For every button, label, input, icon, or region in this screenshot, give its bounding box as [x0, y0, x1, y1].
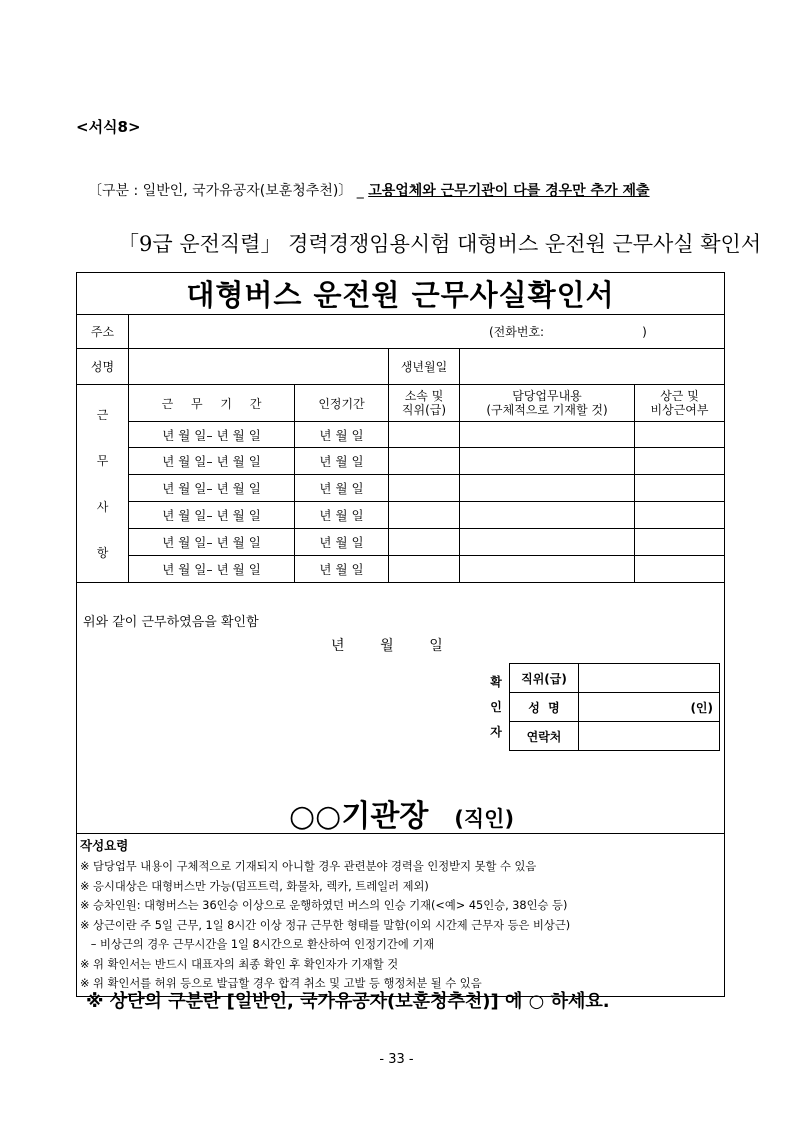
document-subtitle: 「9급 운전직렬」 경력경쟁임용시험 대형버스 운전원 근무사실 확인서 — [118, 232, 762, 256]
confirmer-name-field[interactable] — [579, 693, 720, 722]
address-label: 주소 — [77, 315, 129, 349]
birth-field[interactable] — [460, 349, 725, 385]
birth-label: 생년월일 — [389, 349, 460, 385]
guide-item: ※ 위 확인서를 허위 등으로 발급할 경우 합격 취소 및 고발 등 행정처분 될 수 있음 — [80, 977, 482, 990]
recognized-cell[interactable]: 년 월 일 — [295, 422, 389, 448]
work-char-2: 무 — [96, 453, 109, 468]
duties-cell[interactable] — [460, 475, 635, 502]
page-number: - 33 - — [379, 1052, 414, 1067]
agency-head-title: ○○기관장 — [289, 799, 429, 834]
duties-cell[interactable] — [460, 502, 635, 529]
work-section-label — [77, 385, 129, 583]
period-cell[interactable]: 년 월 일– 년 월 일 — [129, 475, 295, 502]
fulltime-cell[interactable] — [635, 556, 725, 583]
period-header: 근 무 기 간 — [129, 385, 295, 422]
guide-title: 작성요령 — [80, 838, 129, 853]
recognized-cell[interactable]: 년 월 일 — [295, 556, 389, 583]
recognized-cell[interactable]: 년 월 일 — [295, 475, 389, 502]
recognized-cell[interactable]: 년 월 일 — [295, 529, 389, 556]
fulltime-cell[interactable] — [635, 448, 725, 475]
agency-head-signature — [289, 791, 514, 835]
work-char-3: 사 — [96, 499, 109, 514]
dept-cell[interactable] — [389, 422, 460, 448]
duties-header: 담당업무내용 (구체적으로 기재할 것) — [460, 385, 635, 422]
dept-header: 소속 및 직위(급) — [389, 385, 460, 422]
recognized-header: 인정기간 — [295, 385, 389, 422]
period-cell[interactable]: 년 월 일– 년 월 일 — [129, 529, 295, 556]
duties-cell[interactable] — [460, 422, 635, 448]
fulltime-cell[interactable] — [635, 475, 725, 502]
certificate-form-table — [76, 272, 725, 997]
guide-item: ※ 응시대상은 대형버스만 가능(덤프트럭, 화물차, 렉카, 트레일러 제외) — [80, 879, 429, 893]
name-field[interactable] — [129, 349, 389, 385]
period-cell[interactable]: 년 월 일– 년 월 일 — [129, 422, 295, 448]
guide-item: ※ 담당업무 내용이 구체적으로 기재되지 아니할 경우 관련분야 경력을 인정받지 못할 수 있음 — [80, 860, 537, 873]
fulltime-cell[interactable] — [635, 502, 725, 529]
confirmer-char-3: 자 — [490, 724, 502, 739]
agency-seal: (직인) — [454, 807, 515, 831]
duties-cell[interactable] — [460, 556, 635, 583]
work-char-4: 항 — [96, 545, 109, 560]
confirmer-table — [483, 663, 720, 751]
guide-item: ※ 상근이란 주 5일 근무, 1일 8시간 이상 정규 근무한 형태를 말함(이외 시간제 근무자 등은 비상근) — [80, 918, 571, 932]
phone-close: ) — [642, 325, 647, 339]
dept-cell[interactable] — [389, 556, 460, 583]
dept-cell[interactable] — [389, 502, 460, 529]
fulltime-cell[interactable] — [635, 529, 725, 556]
footer-instruction: ※ 상단의 구분란 [일반인, 국가유공자(보훈청추천)] 에 ○ 하세요. — [86, 991, 610, 1012]
period-cell[interactable]: 년 월 일– 년 월 일 — [129, 448, 295, 475]
guide-item: ※ 위 확인서는 반드시 대표자의 최종 확인 후 확인자가 기재할 것 — [80, 957, 399, 971]
confirmer-label — [483, 664, 510, 751]
confirmer-position-label: 직위(급) — [510, 664, 579, 693]
dept-cell[interactable] — [389, 448, 460, 475]
dept-cell[interactable] — [389, 529, 460, 556]
confirmer-contact-label: 연락처 — [510, 722, 579, 751]
confirmer-position-field[interactable] — [579, 664, 720, 693]
duties-cell[interactable] — [460, 448, 635, 475]
category-condition: 고용업체와 근무기관이 다를 경우만 추가 제출 — [368, 183, 650, 199]
form-title: 대형버스 운전원 근무사실확인서 — [77, 273, 725, 315]
guide-item: ※ 승차인원: 대형버스는 36인승 이상으로 운행하였던 버스의 인승 기재(<예> 45인승, 38인승 등) — [80, 899, 568, 912]
category-prefix: 〔구분 : 일반인, 국가유공자(보훈청추천)〕 _ — [88, 183, 369, 199]
guide-item: – 비상근의 경우 근무시간을 1일 8시간으로 환산하여 인정기간에 기재 — [80, 938, 435, 951]
period-cell[interactable]: 년 월 일– 년 월 일 — [129, 556, 295, 583]
writing-guide — [77, 834, 725, 997]
confirmation-statement: 위와 같이 근무하였음을 확인함 — [83, 615, 259, 630]
seal-mark: (인) — [690, 700, 713, 715]
duties-cell[interactable] — [460, 529, 635, 556]
fulltime-cell[interactable] — [635, 422, 725, 448]
confirmer-char-2: 인 — [490, 699, 502, 714]
name-label: 성명 — [77, 349, 129, 385]
confirmer-char-1: 확 — [490, 674, 502, 689]
category-note — [88, 180, 650, 200]
confirmer-name-label: 성 명 — [510, 693, 579, 722]
recognized-cell[interactable]: 년 월 일 — [295, 502, 389, 529]
confirmation-area — [77, 583, 725, 834]
dept-cell[interactable] — [389, 475, 460, 502]
fulltime-header: 상근 및 비상근여부 — [635, 385, 725, 422]
form-number-label: <서식8> — [76, 118, 141, 136]
address-field[interactable] — [129, 315, 725, 349]
confirmer-contact-field[interactable] — [579, 722, 720, 751]
work-char-1: 근 — [96, 407, 109, 422]
confirmation-date[interactable]: 년 월 일 — [331, 638, 443, 654]
recognized-cell[interactable]: 년 월 일 — [295, 448, 389, 475]
period-cell[interactable]: 년 월 일– 년 월 일 — [129, 502, 295, 529]
phone-label: (전화번호: — [489, 325, 545, 339]
